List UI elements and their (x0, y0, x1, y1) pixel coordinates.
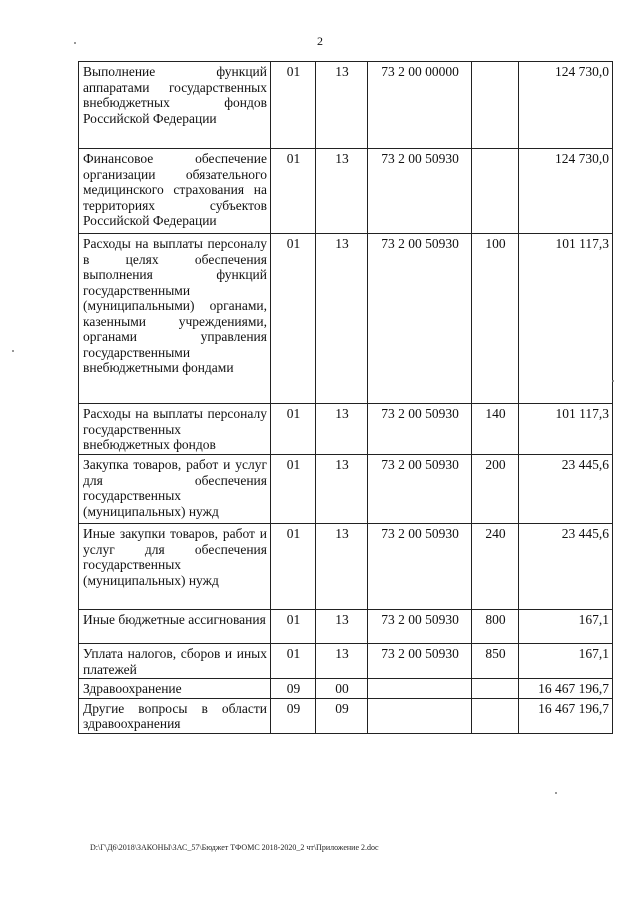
expense-name: Иные закупки товаров, работ и услуг для обеспечения государственных (муниципальных) нужд (79, 524, 271, 610)
section-code: 01 (271, 524, 316, 610)
amount: 124 730,0 (519, 62, 613, 149)
target-article-code: 73 2 00 00000 (368, 62, 472, 149)
expense-name: Выполнение функций аппаратами государственных внебюджетных фондов Российской Федерации (79, 62, 271, 149)
table-row (79, 644, 613, 679)
table-row (79, 455, 613, 524)
scan-speck (74, 42, 76, 44)
expense-name: Расходы на выплаты персоналу государственных внебюджетных фондов (79, 404, 271, 455)
table-row (79, 610, 613, 644)
amount: 101 117,3 (519, 404, 613, 455)
amount: 124 730,0 (519, 149, 613, 234)
target-article-code (368, 698, 472, 733)
target-article-code (368, 679, 472, 699)
subsection-code: 00 (316, 679, 368, 699)
subsection-code: 13 (316, 644, 368, 679)
expense-type-code: 140 (472, 404, 519, 455)
budget-table (78, 61, 613, 734)
expense-type-code: 200 (472, 455, 519, 524)
section-code: 01 (271, 234, 316, 404)
table-row (79, 679, 613, 699)
amount: 101 117,3 (519, 234, 613, 404)
expense-name: Здравоохранение (79, 679, 271, 699)
expense-name: Другие вопросы в области здравоохранения (79, 698, 271, 733)
table-row (79, 234, 613, 404)
section-code: 09 (271, 679, 316, 699)
expense-type-code (472, 149, 519, 234)
amount: 16 467 196,7 (519, 679, 613, 699)
expense-type-code (472, 679, 519, 699)
amount: 167,1 (519, 610, 613, 644)
amount: 23 445,6 (519, 455, 613, 524)
file-path-footer: D:\Г\Д6\2018\ЗАКОНЫ\ЗАС_57\Бюджет ТФОМС 2018-2020_2 чт\Приложение 2.doc (90, 843, 379, 852)
expense-name: Финансовое обеспечение организации обязательного медицинского страхования на территориях субъектов Российской Федерации (79, 149, 271, 234)
scan-speck (12, 350, 14, 352)
expense-name: Уплата налогов, сборов и иных платежей (79, 644, 271, 679)
subsection-code: 09 (316, 698, 368, 733)
expense-type-code: 850 (472, 644, 519, 679)
subsection-code: 13 (316, 404, 368, 455)
table-row (79, 698, 613, 733)
table-row (79, 149, 613, 234)
section-code: 09 (271, 698, 316, 733)
subsection-code: 13 (316, 62, 368, 149)
table-row (79, 62, 613, 149)
expense-name: Закупка товаров, работ и услуг для обеспечения государственных (муниципальных) нужд (79, 455, 271, 524)
subsection-code: 13 (316, 524, 368, 610)
target-article-code: 73 2 00 50930 (368, 524, 472, 610)
section-code: 01 (271, 644, 316, 679)
expense-type-code: 240 (472, 524, 519, 610)
expense-type-code: 100 (472, 234, 519, 404)
target-article-code: 73 2 00 50930 (368, 610, 472, 644)
target-article-code: 73 2 00 50930 (368, 644, 472, 679)
target-article-code: 73 2 00 50930 (368, 404, 472, 455)
amount: 16 467 196,7 (519, 698, 613, 733)
expense-name: Иные бюджетные ассигнования (79, 610, 271, 644)
target-article-code: 73 2 00 50930 (368, 455, 472, 524)
expense-type-code (472, 62, 519, 149)
table-row (79, 524, 613, 610)
section-code: 01 (271, 404, 316, 455)
amount: 23 445,6 (519, 524, 613, 610)
scan-speck (555, 792, 557, 794)
target-article-code: 73 2 00 50930 (368, 234, 472, 404)
section-code: 01 (271, 62, 316, 149)
amount: 167,1 (519, 644, 613, 679)
table-row (79, 404, 613, 455)
expense-type-code: 800 (472, 610, 519, 644)
section-code: 01 (271, 149, 316, 234)
section-code: 01 (271, 455, 316, 524)
page-number: 2 (317, 34, 323, 48)
expense-name: Расходы на выплаты персоналу в целях обеспечения выполнения функций государственными (муниципальными) органами, казенными учреждениями, органами управления государственными внебюджетными фондами (79, 234, 271, 404)
subsection-code: 13 (316, 149, 368, 234)
subsection-code: 13 (316, 610, 368, 644)
target-article-code: 73 2 00 50930 (368, 149, 472, 234)
section-code: 01 (271, 610, 316, 644)
subsection-code: 13 (316, 455, 368, 524)
expense-type-code (472, 698, 519, 733)
scan-speck (612, 380, 614, 382)
subsection-code: 13 (316, 234, 368, 404)
